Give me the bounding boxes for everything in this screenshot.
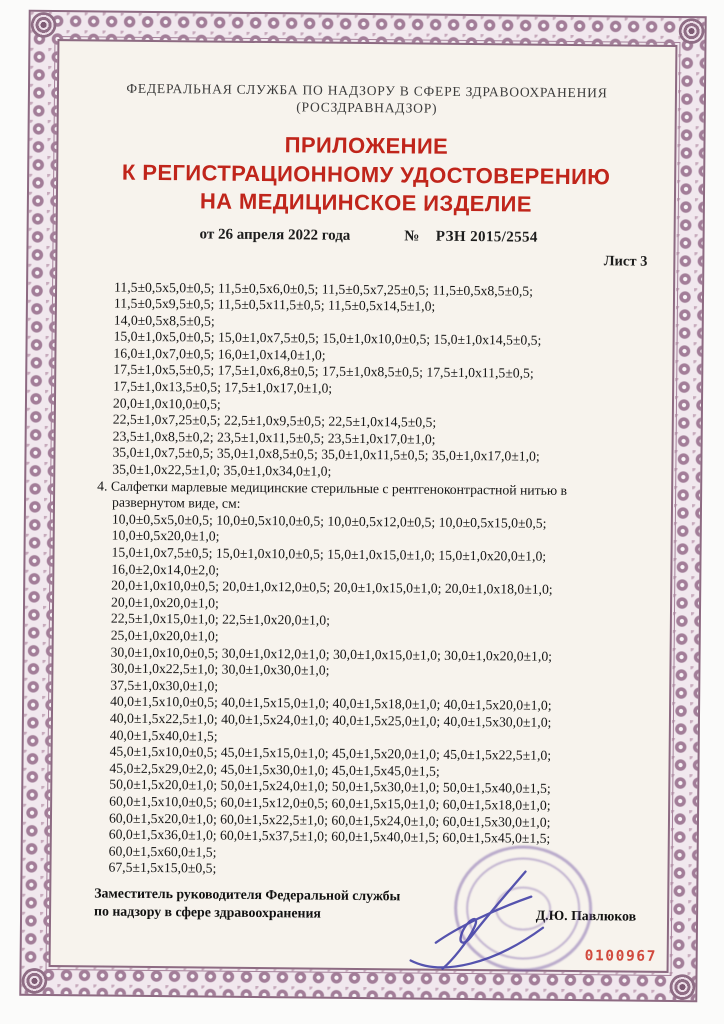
title-line: НА МЕДИЦИНСКОЕ ИЗДЕЛИЕ bbox=[199, 188, 533, 217]
body-line: 40,0±1,5x22,5±1,0; 40,0±1,5x24,0±1,0; 40,0±1,5x25,0±1,0; 40,0±1,5x30,0±1,0; bbox=[109, 710, 552, 730]
authority-name: ФЕДЕРАЛЬНАЯ СЛУЖБА ПО НАДЗОРУ В СФЕРЕ ЗДРАВООХРАНЕНИЯ bbox=[126, 80, 608, 101]
document-content bbox=[49, 39, 678, 973]
body-line: 25,0±1,0x20,0±1,0; bbox=[110, 627, 219, 644]
body-line: 20,0±1,0x10,0±0,5; bbox=[112, 395, 221, 412]
body-line: 11,5±0,5x5,0±0,5; 11,5±0,5x6,0±0,5; 11,5±0,5x7,25±0,5; 11,5±0,5x8,5±0,5; bbox=[114, 279, 534, 299]
serial-number: 0100967 bbox=[584, 948, 658, 965]
dimensions-list bbox=[51, 279, 673, 882]
body-line: 40,0±1,5x40,0±1,5; bbox=[109, 727, 218, 744]
body-line: 22,5±1,0x7,25±0,5; 22,5±1,0x9,5±0,5; 22,5±1,0x14,5±0,5; bbox=[112, 411, 437, 430]
body-line: 23,5±1,0x8,5±0,2; 23,5±1,0x11,5±0,5; 23,5±1,0x17,0±1,0; bbox=[112, 428, 436, 447]
position-line: по надзору в сфере здравоохранения bbox=[94, 903, 321, 921]
signatory-position bbox=[94, 884, 400, 923]
decorative-border bbox=[19, 10, 706, 1002]
body-line: 17,5±1,0x13,5±0,5; 17,5±1,0x17,0±1,0; bbox=[113, 378, 333, 396]
border-corner-ornament bbox=[676, 16, 706, 46]
body-line: 60,0±1,5x60,0±1,5; bbox=[108, 843, 217, 860]
body-line: 37,5±1,0x30,0±1,0; bbox=[110, 677, 219, 694]
authority-short-name: (РОСЗДРАВНАДЗОР) bbox=[296, 99, 438, 116]
body-line: развернутом виде, см: bbox=[111, 494, 241, 512]
signatory-name: Д.Ю. Павлюков bbox=[535, 907, 637, 924]
body-line: 60,0±1,5x10,0±0,5; 60,0±1,5x12,0±0,5; 60,0±1,5x15,0±1,0; 60,0±1,5x18,0±1,0; bbox=[109, 793, 551, 813]
sheet-number: Лист 3 bbox=[603, 252, 648, 270]
body-line: 22,5±1,0x15,0±1,0; 22,5±1,0x20,0±1,0; bbox=[110, 610, 330, 629]
signature bbox=[402, 862, 553, 988]
body-line: 30,0±1,0x10,0±0,5; 30,0±1,0x12,0±1,0; 30,0±1,0x15,0±1,0; 30,0±1,0x20,0±1,0; bbox=[110, 644, 553, 664]
title-line: К РЕГИСТРАЦИОННОМУ УДОСТОВЕРЕНИЮ bbox=[121, 159, 611, 189]
number-sign: № bbox=[404, 227, 420, 245]
body-line: 17,5±1,0x5,5±0,5; 17,5±1,0x6,8±0,5; 17,5±1,0x8,5±0,5; 17,5±1,0x11,5±0,5; bbox=[113, 362, 534, 382]
title-line: ПРИЛОЖЕНИЕ bbox=[284, 132, 449, 159]
body-line: 16,0±2,0x14,0±2,0; bbox=[111, 561, 220, 578]
position-line: Заместитель руководителя Федеральной службы bbox=[94, 885, 401, 904]
body-line: 16,0±1,0x7,0±0,5; 16,0±1,0x14,0±1,0; bbox=[113, 345, 326, 363]
body-line: 11,5±0,5x9,5±0,5; 11,5±0,5x11,5±0,5; 11,5±0,5x14,5±1,0; bbox=[113, 295, 436, 314]
body-line: 4. Салфетки марлевые медицинские стерильные с рентгеноконтрастной нитью в bbox=[97, 478, 568, 498]
body-line: 14,0±0,5x8,5±0,5; bbox=[113, 312, 215, 329]
document-title bbox=[58, 129, 675, 220]
body-line: 15,0±1,0x7,5±0,5; 15,0±1,0x10,0±0,5; 15,0±1,0x15,0±1,0; 15,0±1,0x20,0±1,0; bbox=[111, 544, 547, 564]
number-value: РЗН 2015/2554 bbox=[435, 228, 538, 246]
registration-number bbox=[404, 228, 538, 246]
border-corner-ornament bbox=[667, 972, 697, 1002]
body-line: 50,0±1,5x20,0±1,0; 50,0±1,5x24,0±1,0; 50,0±1,5x30,0±1,0; 50,0±1,5x40,0±1,5; bbox=[109, 776, 551, 797]
body-line: 20,0±1,0x20,0±1,0; bbox=[110, 594, 219, 611]
body-line: 10,0±0,5x5,0±0,5; 10,0±0,5x10,0±0,5; 10,0±0,5x12,0±0,5; 10,0±0,5x15,0±0,5; bbox=[111, 511, 547, 531]
body-line: 40,0±1,5x10,0±0,5; 40,0±1,5x15,0±1,0; 40,0±1,5x18,0±1,0; 40,0±1,5x20,0±1,0; bbox=[110, 693, 552, 714]
body-line: 15,0±1,0x5,0±0,5; 15,0±1,0x7,5±0,5; 15,0±1,0x10,0±0,5; 15,0±1,0x14,5±0,5; bbox=[113, 328, 542, 348]
document-page bbox=[19, 10, 706, 1002]
issuing-authority bbox=[59, 79, 675, 119]
body-line: 30,0±1,0x22,5±1,0; 30,0±1,0x30,0±1,0; bbox=[110, 660, 330, 678]
body-line: 60,0±1,5x36,0±1,0; 60,0±1,5x37,5±1,0; 60,0±1,5x40,0±1,5; 60,0±1,5x45,0±1,5; bbox=[108, 826, 551, 846]
body-line: 35,0±1,0x22,5±1,0; 35,0±1,0x34,0±1,0; bbox=[112, 461, 332, 479]
body-line: 45,0±2,5x29,0±2,0; 45,0±1,5x30,0±1,0; 45,0±1,5x45,0±1,5; bbox=[109, 760, 440, 779]
border-corner-ornament bbox=[19, 966, 49, 996]
registration-date: от 26 апреля 2022 года bbox=[199, 225, 351, 244]
body-line: 60,0±1,5x20,0±1,0; 60,0±1,5x22,5±1,0; 60,0±1,5x24,0±1,0; 60,0±1,5x30,0±1,0; bbox=[108, 810, 551, 830]
registration-meta bbox=[57, 225, 673, 251]
body-line: 20,0±1,0x10,0±0,5; 20,0±1,0x12,0±0,5; 20,0±1,0x15,0±1,0; 20,0±1,0x18,0±1,0; bbox=[111, 577, 553, 598]
body-line: 67,5±1,5x15,0±0,5; bbox=[108, 859, 217, 876]
border-corner-ornament bbox=[28, 10, 58, 40]
body-line: 45,0±1,5x10,0±0,5; 45,0±1,5x15,0±1,0; 45,0±1,5x20,0±1,0; 45,0±1,5x22,5±1,0; bbox=[109, 743, 552, 763]
body-line: 10,0±0,5x20,0±1,0; bbox=[111, 527, 220, 545]
body-line: 35,0±1,0x7,5±0,5; 35,0±1,0x8,5±0,5; 35,0±1,0x11,5±0,5; 35,0±1,0x17,0±1,0; bbox=[112, 445, 540, 465]
